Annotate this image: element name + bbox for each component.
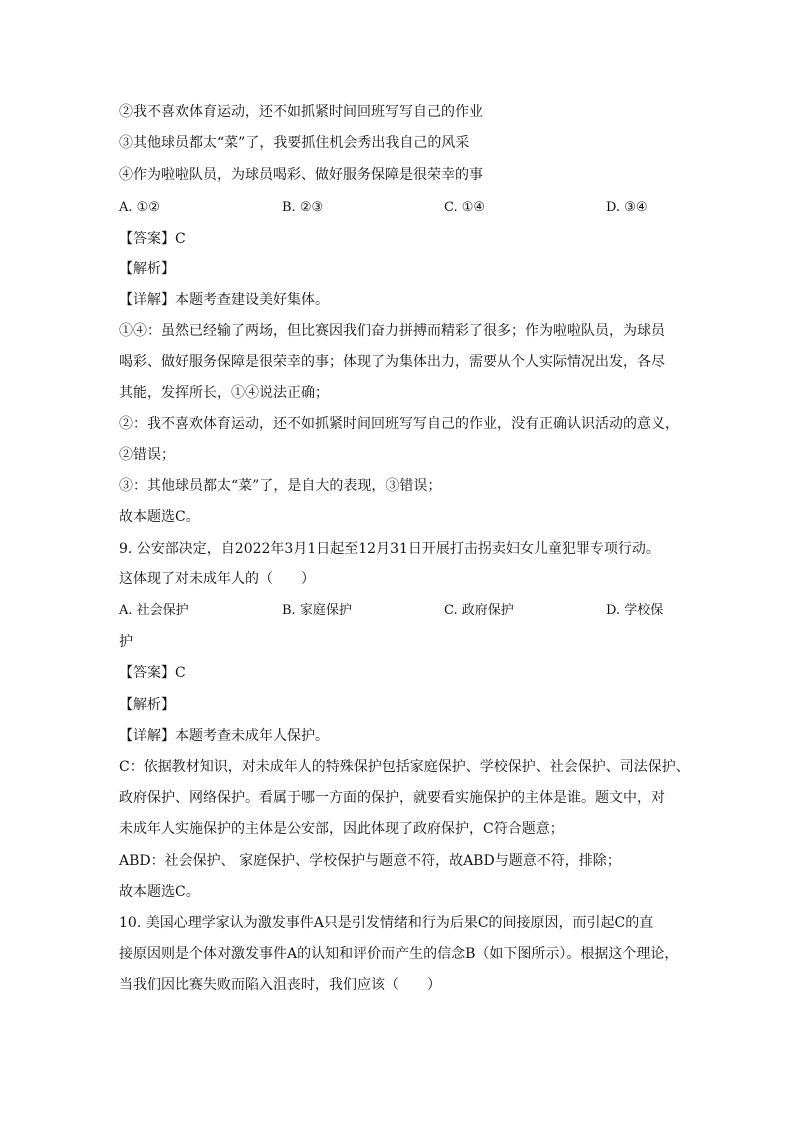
q8-option-c: C. ①④ [444,200,486,215]
q9-stem-line: 9. 公安部决定，自2022年3月1日起至12月31日开展打击拐卖妇女儿童犯罪专项行动。 [119,541,660,557]
q9-explanation-line: ABD：社会保护、 家庭保护、学校保护与题意不符，故ABD与题意不符，排除； [119,853,621,869]
q8-analysis-label: 【解析】 [119,261,175,277]
q8-answer: 【答案】C [119,231,186,247]
q9-explanation-line: 未成年人实施保护的主体是公安部，因此体现了政府保护，C符合题意； [119,821,564,837]
q10-stem-line: 当我们因比赛失败而陷入沮丧时，我们应该（ ） [119,977,441,993]
q8-conclusion: 故本题选C。 [119,509,200,525]
q8-explanation-line: 其能，发挥所长，①④说法正确； [119,385,329,401]
q9-conclusion: 故本题选C。 [119,884,200,900]
q8-explanation-line: ①④：虽然已经输了两场，但比赛因我们奋力拼搏而精彩了很多；作为啦啦队员，为球员 [119,323,665,339]
q9-option-b: B. 家庭保护 [282,603,352,618]
q9-option-c: C. 政府保护 [444,603,514,618]
q9-option-a: A. 社会保护 [119,603,189,618]
q10-stem-line: 10. 美国心理学家认为激发事件A只是引发情绪和行为后果C的间接原因，而引起C的直 [119,915,654,931]
q8-explanation-line: 喝彩、做好服务保障是很荣幸的事；体现了为集体出力，需要从个人实际情况出发，各尽 [119,354,665,370]
q9-option-d-wrap: 护 [119,634,133,650]
q8-explanation-line: ③：其他球员都太“菜”了，是自大的表现，③错误； [119,478,442,494]
q9-option-d: D. 学校保 [606,603,664,618]
q9-stem-line: 这体现了对未成年人的（ ） [119,571,315,587]
q8-option-b: B. ②③ [282,200,324,215]
q8-item-2: ②我不喜欢体育运动，还不如抓紧时间回班写写自己的作业 [119,104,483,120]
q8-option-d: D. ③④ [606,200,648,215]
q8-item-4: ④作为啦啦队员，为球员喝彩、做好服务保障是很荣幸的事 [119,167,483,183]
q9-analysis-label: 【解析】 [119,697,175,713]
q8-explanation-line: ②：我不喜欢体育运动，还不如抓紧时间回班写写自己的作业，没有正确认识活动的意义， [119,416,679,432]
q8-detail: 【详解】本题考查建设美好集体。 [119,292,329,308]
q9-detail: 【详解】本题考查未成年人保护。 [119,728,329,744]
q9-answer: 【答案】C [119,665,186,681]
q8-option-a: A. ①② [119,200,160,215]
q10-stem-line: 接原因则是个体对激发事件A的认知和评价而产生的信念B（如下图所示）。根据这个理论， [119,946,679,962]
q8-explanation-line: ②错误； [119,447,175,463]
q9-explanation-line: C：依据教材知识，对未成年人的特殊保护包括家庭保护、学校保护、社会保护、司法保护、 [119,759,690,775]
q9-explanation-line: 政府保护、网络保护。看属于哪一方面的保护，就要看实施保护的主体是谁。题文中，对 [119,790,665,806]
q8-item-3: ③其他球员都太“菜”了，我要抓住机会秀出我自己的风采 [119,135,470,151]
